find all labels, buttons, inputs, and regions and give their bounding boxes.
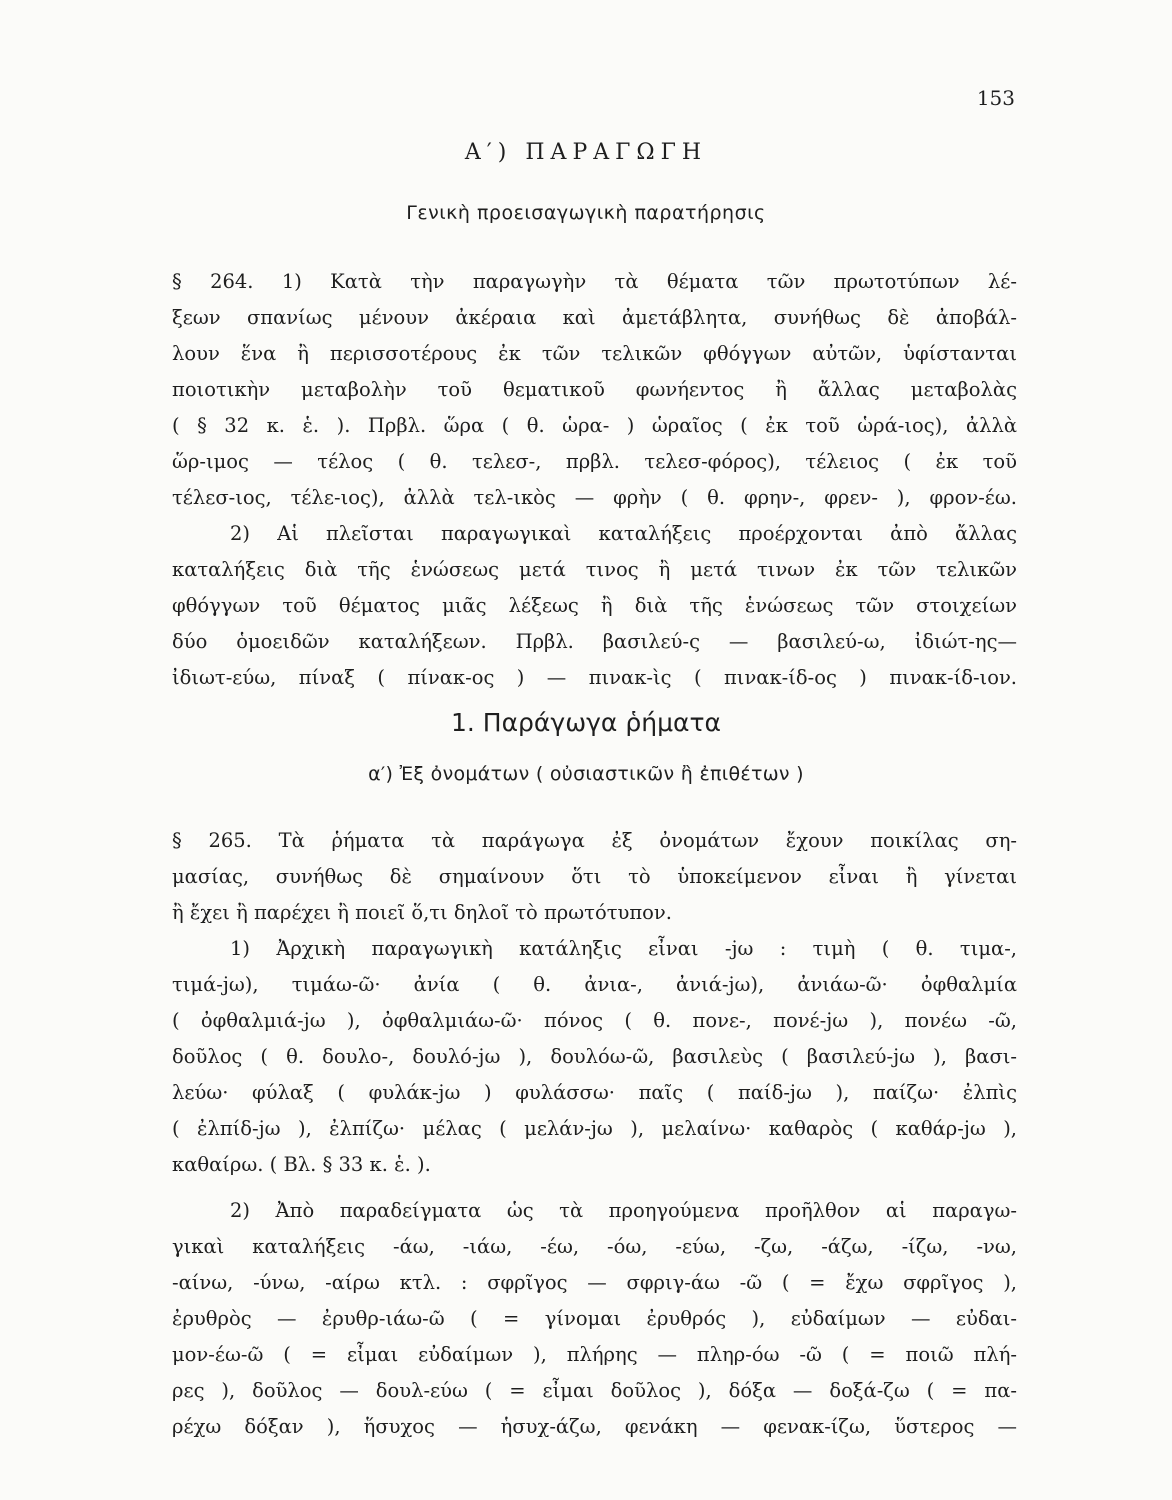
- text-line: § 264. 1) Κατὰ τὴν παραγωγὴν τὰ θέματα τῶν πρωτοτύπων λέ-: [172, 270, 1017, 293]
- text-line: λουν ἕνα ἢ περισσοτέρους ἐκ τῶν τελικῶν φθόγγων αὐτῶν, ὑφίστανται: [172, 342, 1017, 365]
- chapter-heading: Α′) ΠΑΡΑΓΩΓΗ: [464, 140, 708, 165]
- text-line: ἐρυθρὸς — ἐρυθρ-ιάω-ῶ ( = γίνομαι ἐρυθρός ), εὐδαίμων — εὐδαι-: [172, 1307, 1017, 1330]
- text-line: ( ὀφθαλμιά-jω ), ὀφθαλμιάω-ῶ· πόνος ( θ. πονε-, πονέ-jω ), πονέω -ῶ,: [172, 1009, 1017, 1032]
- subsection-title: α′) Ἐξ ὀνομάτων ( οὐσιαστικῶν ἢ ἐπιθέτων ): [368, 763, 804, 785]
- text-line: δοῦλος ( θ. δουλο-, δουλό-jω ), δουλόω-ῶ, βασιλεὺς ( βασιλεύ-jω ), βασι-: [172, 1045, 1017, 1068]
- text-line: ρέχω δόξαν ), ἥσυχος — ἡσυχ-άζω, φενάκη — φενακ-ίζω, ὕστερος —: [172, 1415, 1017, 1438]
- text-line: λεύω· φύλαξ ( φυλάκ-jω ) φυλάσσω· παῖς ( παίδ-jω ), παίζω· ἐλπὶς: [172, 1081, 1017, 1104]
- text-line: ρες ), δοῦλος — δουλ-εύω ( = εἶμαι δοῦλος ), δόξα — δοξά-ζω ( = πα-: [172, 1379, 1017, 1402]
- text-line: καθαίρω. ( Βλ. § 33 κ. ἑ. ).: [172, 1153, 431, 1176]
- text-line: ξεων σπανίως μένουν ἀκέραια καὶ ἀμετάβλητα, συνήθως δὲ ἀποβάλ-: [172, 306, 1017, 329]
- text-line: 1) Ἀρχικὴ παραγωγικὴ κατάληξις εἶναι -jω : τιμὴ ( θ. τιμα-,: [230, 937, 1017, 960]
- text-line: τέλεσ-ιος, τέλε-ιος), ἀλλὰ τελ-ικὸς — φρὴν ( θ. φρην-, φρεν- ), φρον-έω.: [172, 486, 1017, 509]
- text-line: 2) Αἱ πλεῖσται παραγωγικαὶ καταλήξεις προέρχονται ἀπὸ ἄλλας: [230, 522, 1017, 545]
- text-line: γικαὶ καταλήξεις -άω, -ιάω, -έω, -όω, -εύω, -ζω, -άζω, -ίζω, -νω,: [172, 1235, 1017, 1258]
- text-line: φθόγγων τοῦ θέματος μιᾶς λέξεως ἢ διὰ τῆς ἑνώσεως τῶν στοιχείων: [172, 594, 1017, 617]
- text-line: τιμά-jω), τιμάω-ῶ· ἀνία ( θ. ἀνια-, ἀνιά-jω), ἀνιάω-ῶ· ὀφθαλμία: [172, 973, 1017, 996]
- page-number: 153: [976, 86, 1015, 110]
- text-line: -αίνω, -ύνω, -αίρω κτλ. : σφρῖγος — σφριγ-άω -ῶ ( = ἔχω σφρῖγος ),: [172, 1271, 1017, 1294]
- text-line: 2) Ἀπὸ παραδείγματα ὡς τὰ προηγούμενα προῆλθον αἱ παραγω-: [230, 1199, 1017, 1222]
- text-line: ( § 32 κ. ἑ. ). Πρβλ. ὥρα ( θ. ὡρα- ) ὡραῖος ( ἐκ τοῦ ὡρά-ιος), ἀλλὰ: [172, 414, 1017, 437]
- text-line: ἢ ἔχει ἢ παρέχει ἢ ποιεῖ ὅ,τι δηλοῖ τὸ πρωτότυπον.: [172, 901, 672, 924]
- section-title: 1. Παράγωγα ῥήματα: [450, 708, 721, 737]
- text-line: ( ἐλπίδ-jω ), ἐλπίζω· μέλας ( μελάν-jω ), μελαίνω· καθαρὸς ( καθάρ-jω ),: [172, 1117, 1017, 1140]
- text-line: ἰδιωτ-εύω, πίναξ ( πίνακ-ος ) — πινακ-ὶς ( πινακ-ίδ-ος ) πινακ-ίδ-ιον.: [172, 666, 1017, 689]
- text-line: καταλήξεις διὰ τῆς ἑνώσεως μετά τινος ἢ μετά τινων ἐκ τῶν τελικῶν: [172, 558, 1017, 581]
- text-line: δύο ὁμοειδῶν καταλήξεων. Πρβλ. βασιλεύ-ς — βασιλεύ-ω, ἰδιώτ-ης—: [172, 630, 1017, 653]
- text-line: μασίας, συνήθως δὲ σημαίνουν ὅτι τὸ ὑποκείμενον εἶναι ἢ γίνεται: [172, 865, 1017, 888]
- text-line: ποιοτικὴν μεταβολὴν τοῦ θεματικοῦ φωνήεντος ἢ ἄλλας μεταβολὰς: [172, 378, 1017, 401]
- text-line: ὥρ-ιμος — τέλος ( θ. τελεσ-, πρβλ. τελεσ-φόρος), τέλειος ( ἐκ τοῦ: [172, 450, 1017, 473]
- text-line: § 265. Τὰ ῥήματα τὰ παράγωγα ἐξ ὀνομάτων ἔχουν ποικίλας ση-: [172, 829, 1017, 852]
- section-intro-heading: Γενικὴ προεισαγωγικὴ παρατήρησις: [406, 202, 766, 224]
- text-line: μον-έω-ῶ ( = εἶμαι εὐδαίμων ), πλήρης — πληρ-όω -ῶ ( = ποιῶ πλή-: [172, 1343, 1017, 1366]
